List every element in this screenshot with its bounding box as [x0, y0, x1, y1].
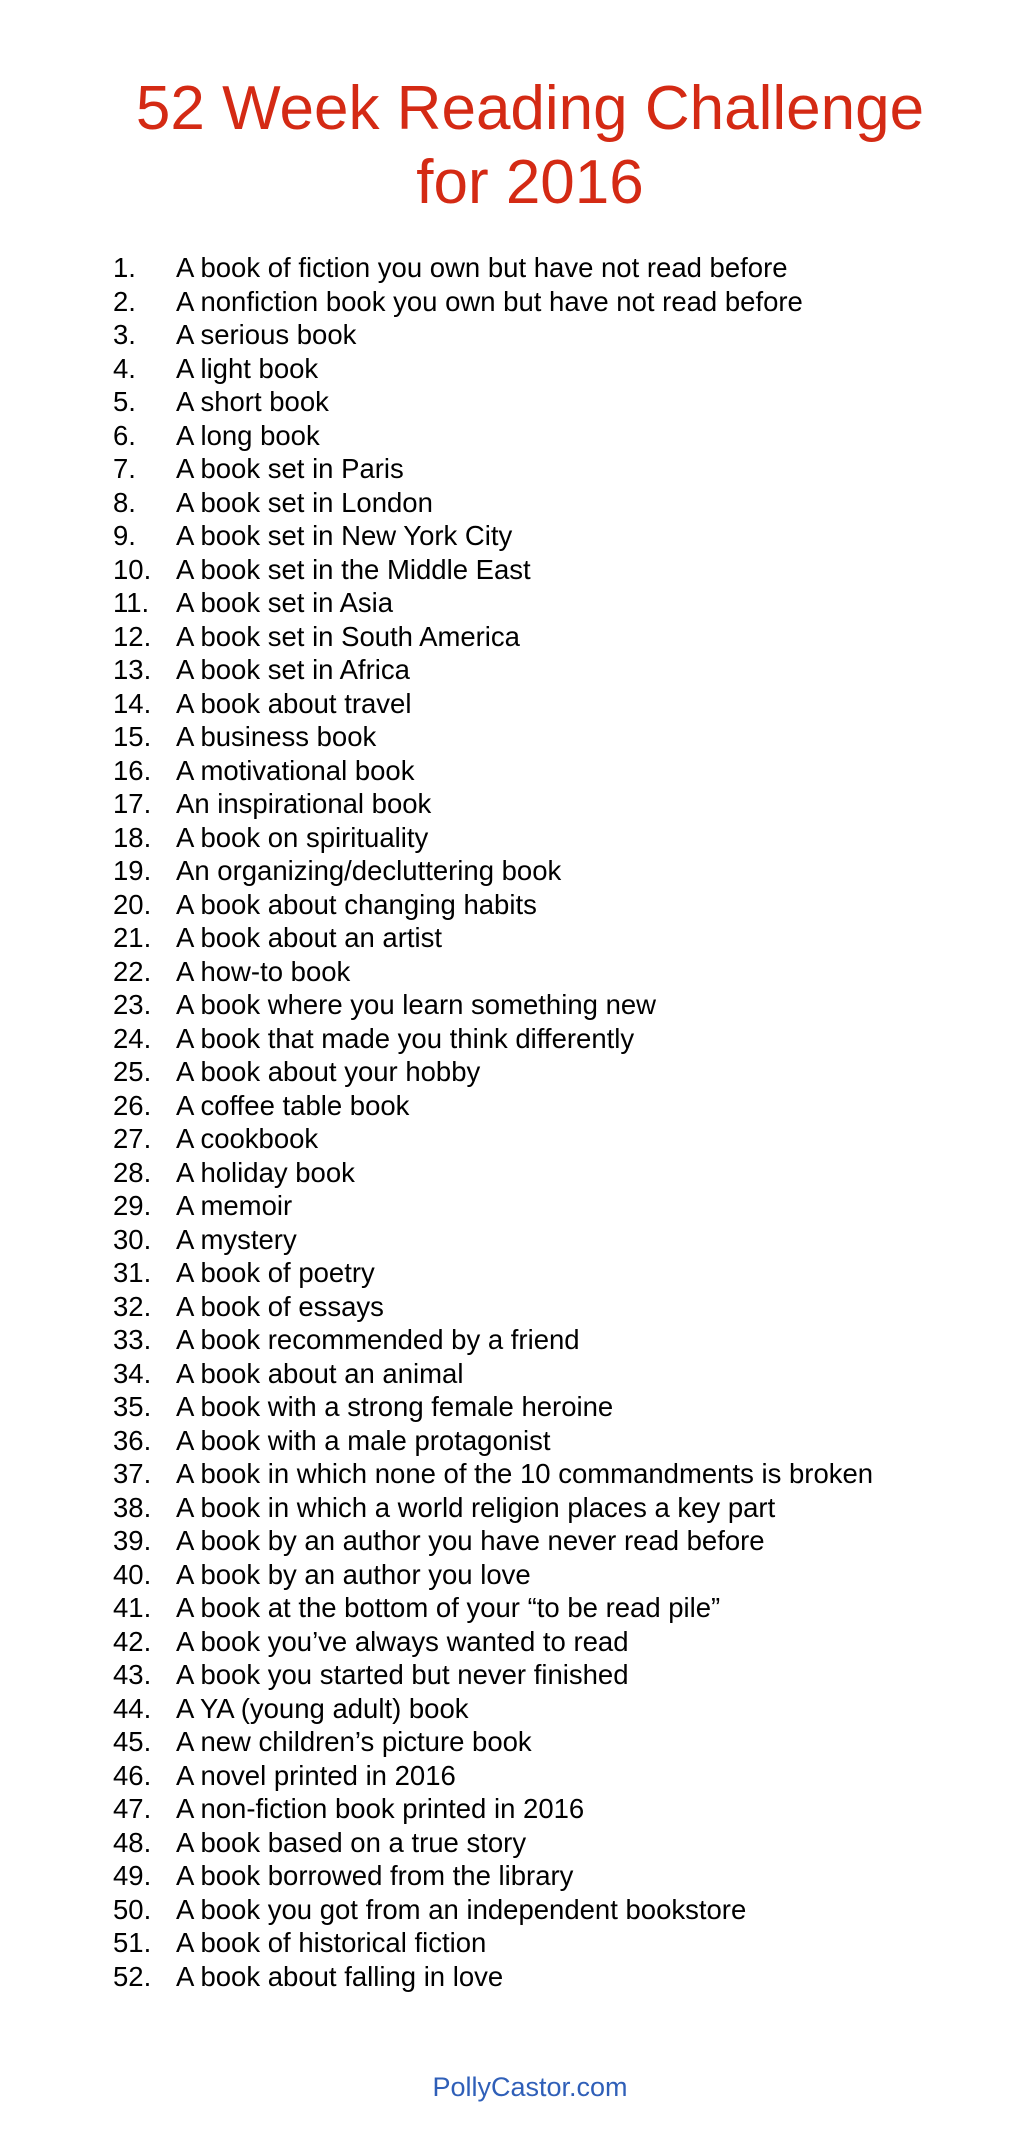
list-item-number: 33. [113, 1324, 152, 1355]
list-item-number: 19. [113, 855, 152, 886]
list-item-number: 6. [113, 419, 136, 451]
list-item-number: 52. [113, 1960, 152, 1992]
list-item [113, 251, 873, 285]
list-item [113, 1859, 873, 1893]
list-item [113, 1826, 873, 1860]
list-item-text: A book borrowed from the library [176, 1860, 574, 1891]
list-item [113, 1424, 873, 1458]
list-item-text: A cookbook [176, 1123, 319, 1154]
list-item-number: 38. [113, 1491, 152, 1523]
list-item-text: A book in which none of the 10 commandments is broken [176, 1458, 874, 1489]
list-item-text: A long book [176, 419, 320, 451]
list-item-text: A memoir [176, 1190, 293, 1221]
list-item-number: 29. [113, 1190, 152, 1221]
list-item [113, 1926, 873, 1960]
list-item [113, 1189, 873, 1223]
list-item [113, 955, 873, 989]
list-item [113, 1725, 873, 1759]
list-item-text: A book that made you think differently [176, 1022, 635, 1054]
list-item [113, 620, 873, 654]
list-item-number: 10. [113, 553, 152, 585]
list-item-text: A book of historical fiction [176, 1927, 487, 1958]
list-item-number: 34. [113, 1357, 152, 1389]
list-item-text: A book you started but never finished [176, 1659, 629, 1690]
list-item-text: A book you’ve always wanted to read [176, 1625, 629, 1657]
list-item-text: A book with a strong female heroine [176, 1391, 614, 1422]
list-item-text: A coffee table book [176, 1089, 410, 1121]
list-item-text: A mystery [176, 1223, 297, 1255]
list-item-text: A book about changing habits [176, 888, 537, 920]
list-item-text: A motivational book [176, 754, 415, 786]
list-item-text: A book you got from an independent bookstore [176, 1893, 747, 1925]
list-item-text: A novel printed in 2016 [176, 1759, 456, 1791]
list-item-number: 5. [113, 386, 136, 417]
list-item [113, 1591, 873, 1625]
list-item-text: A nonfiction book you own but have not read before [176, 285, 803, 317]
list-item-number: 32. [113, 1290, 152, 1322]
list-item-number: 46. [113, 1759, 152, 1791]
list-item-number: 40. [113, 1558, 152, 1590]
list-item [113, 318, 873, 352]
list-item-text: A book on spirituality [176, 821, 429, 853]
list-item-text: A book about falling in love [176, 1960, 504, 1992]
list-item-text: A book of poetry [176, 1257, 375, 1288]
list-item-number: 8. [113, 486, 136, 518]
list-item-text: A book by an author you have never read before [176, 1525, 765, 1556]
list-item [113, 1658, 873, 1692]
list-item [113, 1390, 873, 1424]
list-item-text: A book of essays [176, 1290, 384, 1322]
list-item-number: 7. [113, 453, 136, 484]
list-item-text: A book set in the Middle East [176, 553, 531, 585]
list-item [113, 1323, 873, 1357]
list-item [113, 1022, 873, 1056]
list-item [113, 419, 873, 453]
list-item-number: 18. [113, 821, 152, 853]
list-item-text: A holiday book [176, 1156, 355, 1188]
list-item-text: A book recommended by a friend [176, 1324, 580, 1355]
list-item [113, 553, 873, 587]
list-item-text: A book set in Paris [176, 453, 404, 484]
list-item-number: 22. [113, 955, 152, 987]
list-item-text: A book set in London [176, 486, 433, 518]
list-item-text: A book where you learn something new [176, 989, 657, 1020]
list-item-number: 36. [113, 1424, 152, 1456]
list-item [113, 854, 873, 888]
list-item [113, 754, 873, 788]
list-item-number: 20. [113, 888, 152, 920]
list-item-text: A book about an animal [176, 1357, 464, 1389]
list-item-text: A short book [176, 386, 329, 417]
list-item [113, 988, 873, 1022]
list-item-number: 28. [113, 1156, 152, 1188]
list-item-number: 12. [113, 620, 152, 652]
list-item [113, 1692, 873, 1726]
list-item-text: A book about an artist [176, 922, 443, 953]
page-title-line-2: for 2016 [416, 148, 644, 217]
list-item-number: 47. [113, 1793, 152, 1824]
list-item-number: 3. [113, 319, 136, 350]
list-item [113, 285, 873, 319]
list-item [113, 921, 873, 955]
list-item-number: 37. [113, 1458, 152, 1489]
list-item-text: A book by an author you love [176, 1558, 531, 1590]
list-item-number: 11. [113, 587, 150, 618]
footer-site-link[interactable]: PollyCastor.com [432, 2072, 628, 2102]
list-item-number: 2. [113, 285, 136, 317]
list-item [113, 586, 873, 620]
list-item-text: A book set in Africa [176, 654, 410, 685]
list-item-number: 44. [113, 1692, 152, 1724]
list-item-text: A new children’s picture book [176, 1726, 532, 1757]
list-item-text: A non-fiction book printed in 2016 [176, 1793, 585, 1824]
list-item [113, 1089, 873, 1123]
list-item-number: 14. [113, 687, 152, 719]
list-item-number: 43. [113, 1659, 152, 1690]
list-item [113, 720, 873, 754]
list-item [113, 1893, 873, 1927]
list-item-number: 16. [113, 754, 152, 786]
list-item [113, 1290, 873, 1324]
list-item-text: A book set in New York City [176, 520, 513, 551]
list-item [113, 1491, 873, 1525]
list-item-number: 27. [113, 1123, 152, 1154]
list-item-text: An inspirational book [176, 788, 432, 819]
list-item-number: 30. [113, 1223, 152, 1255]
list-item [113, 1792, 873, 1826]
list-item [113, 1357, 873, 1391]
list-item-number: 17. [113, 788, 152, 819]
list-item [113, 687, 873, 721]
list-item-number: 31. [113, 1257, 152, 1288]
list-item-number: 35. [113, 1391, 152, 1422]
list-item-text: A book of fiction you own but have not read before [176, 252, 788, 283]
list-item-text: A book set in South America [176, 620, 520, 652]
list-item [113, 1524, 873, 1558]
list-item [113, 1457, 873, 1491]
list-item-number: 39. [113, 1525, 152, 1556]
list-item [113, 1558, 873, 1592]
list-item [113, 452, 873, 486]
list-item-text: A book about your hobby [176, 1056, 481, 1087]
list-item-text: A light book [176, 352, 319, 384]
list-item-number: 49. [113, 1860, 152, 1891]
list-item-text: An organizing/decluttering book [176, 855, 562, 886]
list-item-number: 50. [113, 1893, 152, 1925]
list-item-number: 1. [113, 252, 136, 283]
list-item-number: 51. [113, 1927, 152, 1958]
list-item [113, 821, 873, 855]
list-item [113, 486, 873, 520]
list-item-text: A serious book [176, 319, 357, 350]
list-item [113, 1223, 873, 1257]
list-item-number: 21. [113, 922, 152, 953]
list-item-number: 4. [113, 352, 136, 384]
list-item-number: 24. [113, 1022, 152, 1054]
list-item-number: 45. [113, 1726, 152, 1757]
list-item-number: 42. [113, 1625, 152, 1657]
list-item [113, 1960, 873, 1994]
page-title-line-1: 52 Week Reading Challenge [135, 74, 925, 143]
page-title [0, 72, 1020, 220]
challenge-list [113, 251, 873, 1993]
list-item [113, 352, 873, 386]
list-item [113, 1759, 873, 1793]
list-item-number: 41. [113, 1592, 152, 1623]
list-item-text: A book at the bottom of your “to be read pile” [176, 1592, 721, 1623]
list-item-text: A book in which a world religion places a key part [176, 1491, 776, 1523]
list-item [113, 519, 873, 553]
list-item [113, 1055, 873, 1089]
list-item-number: 48. [113, 1826, 152, 1858]
list-item [113, 1625, 873, 1659]
list-item-text: A how-to book [176, 955, 351, 987]
list-item [113, 1122, 873, 1156]
list-item [113, 787, 873, 821]
list-item-number: 15. [113, 721, 152, 752]
list-item [113, 653, 873, 687]
list-item [113, 1156, 873, 1190]
list-item-text: A business book [176, 721, 377, 752]
list-item-text: A YA (young adult) book [176, 1692, 469, 1724]
list-item-text: A book with a male protagonist [176, 1424, 551, 1456]
list-item-number: 26. [113, 1089, 152, 1121]
list-item-number: 25. [113, 1056, 152, 1087]
list-item [113, 385, 873, 419]
list-item-text: A book set in Asia [176, 587, 394, 618]
list-item-number: 9. [113, 520, 136, 551]
list-item-text: A book about travel [176, 687, 412, 719]
list-item-text: A book based on a true story [176, 1826, 527, 1858]
list-item [113, 1256, 873, 1290]
list-item-number: 13. [113, 654, 152, 685]
list-item [113, 888, 873, 922]
list-item-number: 23. [113, 989, 152, 1020]
